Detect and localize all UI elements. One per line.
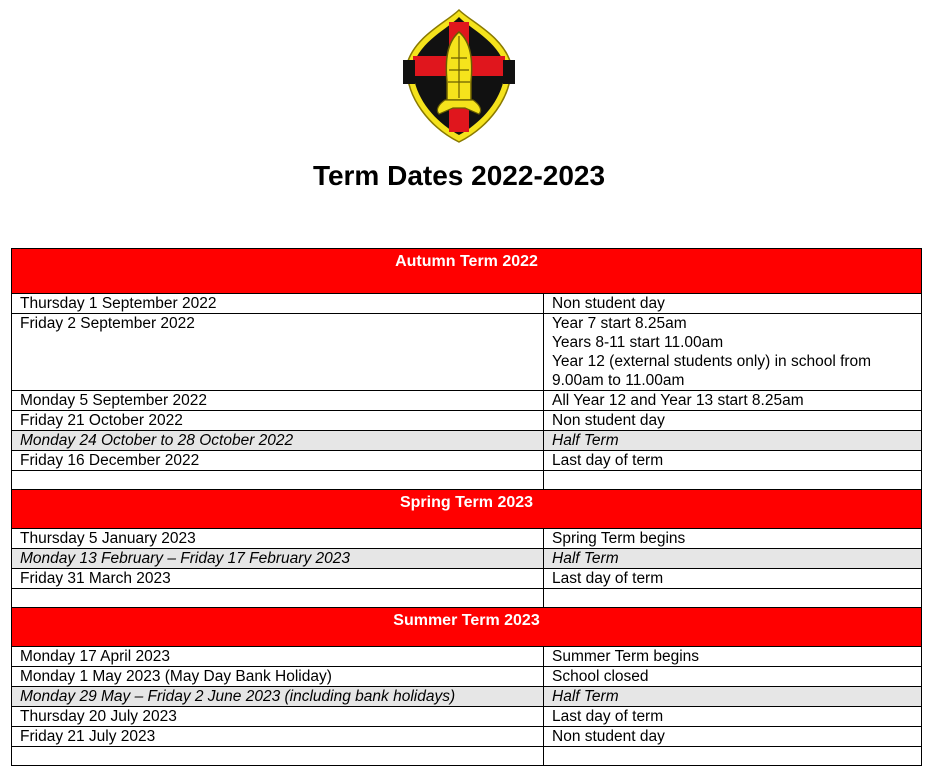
table-row — [12, 647, 922, 667]
table-row — [12, 529, 922, 549]
term-header-row — [12, 608, 922, 647]
date-cell: Friday 16 December 2022 — [12, 451, 544, 471]
event-cell: Non student day — [544, 411, 922, 431]
date-cell: Monday 13 February – Friday 17 February 2023 — [12, 549, 544, 569]
event-cell: Half Term — [544, 687, 922, 707]
date-cell: Thursday 20 July 2023 — [12, 707, 544, 727]
spacer-row — [12, 589, 922, 608]
event-cell: Last day of term — [544, 569, 922, 589]
event-line: Year 7 start 8.25am — [552, 315, 687, 332]
date-cell: Monday 1 May 2023 (May Day Bank Holiday) — [12, 667, 544, 687]
event-cell: Last day of term — [544, 451, 922, 471]
table-row — [12, 569, 922, 589]
event-line: Year 12 (external students only) in school from — [552, 353, 872, 370]
date-cell: Thursday 1 September 2022 — [12, 294, 544, 314]
event-cell: Last day of term — [544, 707, 922, 727]
event-cell: Half Term — [544, 431, 922, 451]
half-term-row — [12, 549, 922, 569]
half-term-row — [12, 431, 922, 451]
table-row — [12, 451, 922, 471]
term-heading-spring: Spring Term 2023 — [12, 490, 922, 529]
table-row — [12, 294, 922, 314]
date-cell: Thursday 5 January 2023 — [12, 529, 544, 549]
event-cell — [544, 314, 922, 391]
page-title: Term Dates 2022-2023 — [312, 160, 606, 191]
table-row — [12, 391, 922, 411]
school-crest-logo — [403, 8, 515, 144]
date-cell: Monday 24 October to 28 October 2022 — [12, 431, 544, 451]
date-cell: Monday 17 April 2023 — [12, 647, 544, 667]
half-term-row — [12, 687, 922, 707]
date-cell: Friday 21 October 2022 — [12, 411, 544, 431]
table-row — [12, 314, 922, 391]
date-cell: Friday 21 July 2023 — [12, 727, 544, 747]
date-cell: Friday 2 September 2022 — [12, 314, 544, 391]
spacer-row — [12, 747, 922, 766]
event-line: 9.00am to 11.00am — [552, 372, 685, 389]
term-heading-autumn: Autumn Term 2022 — [12, 249, 922, 294]
table-row — [12, 667, 922, 687]
term-header-row — [12, 249, 922, 294]
event-line: Years 8-11 start 11.00am — [552, 334, 724, 351]
term-heading-summer: Summer Term 2023 — [12, 608, 922, 647]
date-cell: Friday 31 March 2023 — [12, 569, 544, 589]
term-header-row — [12, 490, 922, 529]
event-cell: Half Term — [544, 549, 922, 569]
date-cell: Monday 29 May – Friday 2 June 2023 (including bank holidays) — [12, 687, 544, 707]
spacer-row — [12, 471, 922, 490]
event-cell: Non student day — [544, 294, 922, 314]
crest-shield-icon — [403, 8, 515, 144]
event-cell: Summer Term begins — [544, 647, 922, 667]
table-row — [12, 727, 922, 747]
date-cell: Monday 5 September 2022 — [12, 391, 544, 411]
table-row — [12, 411, 922, 431]
table-row — [12, 707, 922, 727]
event-cell: Spring Term begins — [544, 529, 922, 549]
event-cell: School closed — [544, 667, 922, 687]
term-dates-table — [11, 248, 922, 766]
event-cell: Non student day — [544, 727, 922, 747]
event-cell: All Year 12 and Year 13 start 8.25am — [544, 391, 922, 411]
